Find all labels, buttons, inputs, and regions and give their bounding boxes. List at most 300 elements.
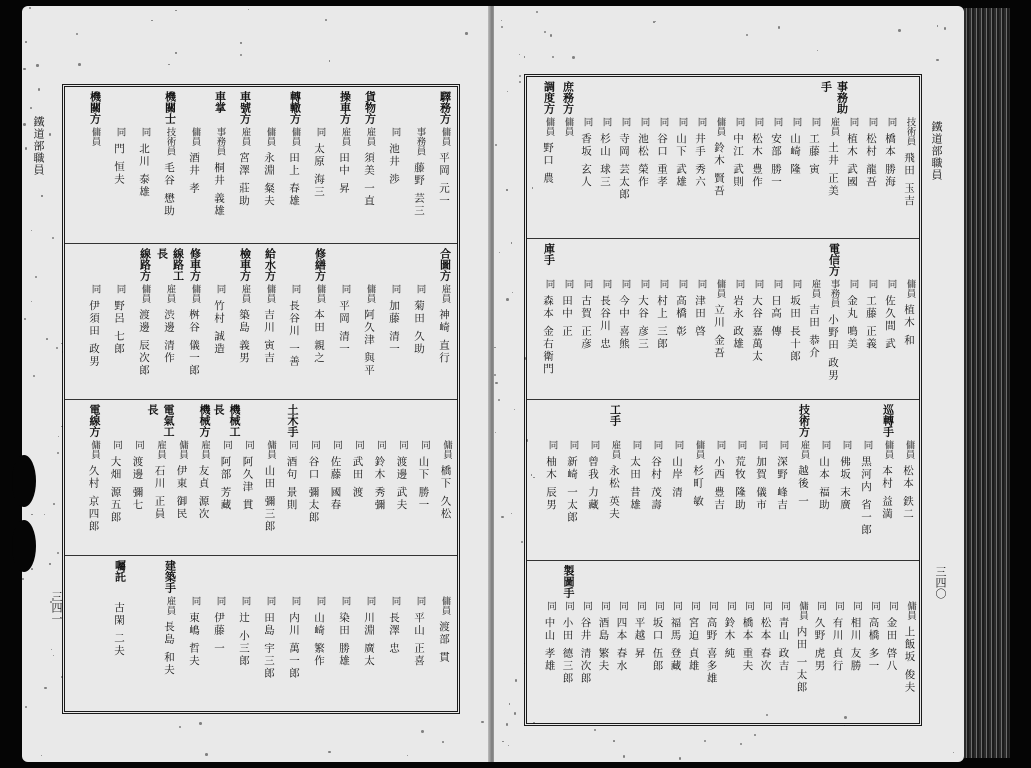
- person-name: 酒井 孝: [188, 152, 200, 195]
- rank-label: 同: [815, 601, 826, 611]
- scan-speck: [519, 54, 520, 55]
- scan-speck: [31, 514, 32, 515]
- section-label: 驛務方: [438, 91, 452, 124]
- rank-label: 同: [752, 279, 764, 289]
- roster-entry: [182, 556, 207, 712]
- rank-label: 同: [289, 596, 301, 606]
- person-name: 山崎 繁作: [313, 611, 325, 667]
- person-name: 橋本 重夫: [741, 616, 754, 672]
- scan-speck: [31, 568, 33, 570]
- rank-label: 同: [389, 127, 401, 137]
- section-label: 機關方: [88, 91, 102, 124]
- person-name: 山崎 隆: [789, 132, 801, 176]
- roster-entry: [843, 77, 862, 238]
- person-name: 渡部 貫: [438, 621, 450, 664]
- person-name: 伊藤 一: [213, 611, 225, 655]
- rank-label: 同: [600, 279, 612, 289]
- rank-label: 同: [546, 440, 558, 450]
- roster-entry: [604, 400, 625, 561]
- scan-speck: [511, 513, 512, 514]
- roster-entry: [775, 561, 793, 722]
- rank-label: 雇員: [798, 440, 810, 459]
- rank-label: 傭員: [714, 279, 726, 298]
- rank-label: 同: [189, 596, 201, 606]
- rank-label: 傭員: [289, 127, 301, 146]
- rank-label: 同: [617, 601, 628, 611]
- rank-label: 同: [638, 117, 650, 127]
- rank-label: 同: [861, 440, 873, 450]
- roster-entry: [881, 77, 900, 238]
- person-name: 日高 傳: [770, 294, 782, 338]
- person-name: 越後 一: [797, 465, 809, 508]
- person-name: 小田 德三郎: [561, 616, 574, 685]
- rank-label: 同: [869, 601, 880, 611]
- section-label: 庫手: [542, 243, 556, 265]
- rank-label: 同: [657, 279, 669, 289]
- rank-label: 同: [635, 601, 646, 611]
- rank-label: 雇員: [155, 440, 166, 459]
- person-name: 平山 正喜: [413, 611, 425, 667]
- scan-speck: [25, 41, 27, 43]
- person-name: 内田 一太郎: [795, 626, 808, 694]
- scan-speck: [421, 730, 424, 733]
- scan-speck: [494, 374, 496, 376]
- rank-label: 同: [777, 440, 789, 450]
- rank-label: 傭員: [543, 117, 555, 136]
- roster-entry: [157, 87, 182, 243]
- person-name: 山岸 清: [671, 455, 683, 499]
- person-name: 田上 春雄: [288, 152, 300, 208]
- scan-speck: [679, 757, 681, 759]
- person-name: 宮澤 莊助: [238, 152, 250, 208]
- section-label: 電信方: [827, 243, 841, 276]
- person-name: 久村 京四郎: [87, 465, 100, 533]
- scan-speck: [240, 54, 243, 57]
- person-name: 松本 鉄二: [902, 465, 914, 521]
- section-label: 轉轍方: [288, 91, 302, 124]
- scan-speck: [50, 601, 52, 603]
- person-name: 香坂 玄人: [580, 132, 592, 188]
- person-name: 久野 虎男: [813, 616, 826, 672]
- scan-speck: [199, 722, 202, 725]
- scan-speck: [515, 679, 518, 682]
- roster-entry: [332, 556, 357, 712]
- rank-label: 雇員: [164, 596, 176, 615]
- roster-band: [65, 399, 457, 556]
- rank-label: 同: [887, 601, 898, 611]
- roster-entry: [282, 556, 307, 712]
- person-name: 酒島 繁夫: [597, 616, 610, 672]
- rank-label: 同: [630, 440, 642, 450]
- scan-speck: [655, 21, 656, 22]
- roster-entry: [653, 239, 672, 400]
- roster-entry: [391, 400, 413, 556]
- roster-entry: [739, 561, 757, 722]
- scan-speck: [23, 123, 26, 126]
- scan-speck: [31, 301, 32, 302]
- roster-band: [527, 77, 919, 238]
- roster-entry: [835, 400, 856, 561]
- rank-label: 傭員: [89, 127, 101, 146]
- person-name: 築島 義男: [238, 309, 250, 365]
- rank-label: 同: [314, 596, 326, 606]
- person-name: 高橋 多一: [867, 616, 880, 672]
- roster-entry: [132, 556, 157, 712]
- person-name: 中山 孝雄: [543, 616, 556, 672]
- roster-entry: [357, 87, 382, 243]
- rank-label: 同: [375, 440, 386, 450]
- person-name: 石川 正員: [153, 465, 166, 521]
- person-name: 田中 正: [561, 294, 573, 338]
- scan-speck: [179, 726, 181, 728]
- scan-speck: [514, 409, 515, 410]
- scan-speck: [536, 11, 538, 13]
- roster-entry: [596, 239, 615, 400]
- rank-label: 雇員: [239, 284, 251, 303]
- person-name: 松本 春次: [759, 616, 772, 672]
- person-name: 鈴木 賢吾: [713, 142, 725, 198]
- person-name: 古閑 二夫: [113, 602, 125, 658]
- person-name: 杉町 敏: [692, 465, 704, 508]
- roster-entry: [793, 561, 811, 722]
- scan-speck: [524, 357, 526, 359]
- section-label: 工手: [608, 404, 622, 426]
- roster-entry: [721, 561, 739, 722]
- person-name: 高橋 彰: [675, 294, 687, 338]
- rank-label: 同: [139, 127, 151, 137]
- rank-label: 同: [689, 601, 700, 611]
- roster-band: [65, 243, 457, 400]
- roster-entry: [862, 239, 881, 400]
- roster-band: [527, 238, 919, 400]
- rank-label: 同: [743, 601, 754, 611]
- person-name: 須美 一直: [363, 152, 375, 208]
- scan-speck: [61, 676, 63, 678]
- roster-entry: [307, 87, 332, 243]
- section-label: 車掌: [213, 91, 227, 113]
- person-name: 辻 小三郎: [238, 611, 250, 667]
- rank-label: 同: [289, 284, 301, 294]
- section-label: 修繕方: [313, 248, 327, 281]
- roster-entry: [539, 77, 558, 238]
- rank-label: 同: [733, 117, 745, 127]
- person-name: 橋下 久松: [439, 465, 452, 521]
- person-name: 今中 喜熊: [618, 294, 630, 350]
- roster-entry: [432, 87, 457, 243]
- rank-label: 傭員: [797, 601, 808, 620]
- person-name: 野呂 七郎: [113, 299, 125, 355]
- roster-entry: [155, 244, 185, 400]
- rank-label: 同: [790, 279, 802, 289]
- roster-entry: [382, 87, 407, 243]
- roster-entry: [843, 239, 862, 400]
- rank-label: 同: [809, 117, 821, 127]
- roster-entry: [558, 77, 577, 238]
- section-label: 巡轉手: [881, 404, 895, 437]
- roster-entry: [667, 561, 685, 722]
- rank-label: 同: [339, 596, 351, 606]
- rank-label: 傭員: [882, 440, 894, 459]
- scan-speck: [29, 7, 32, 10]
- scan-speck: [524, 56, 525, 57]
- person-name: 川淵 廣太: [363, 611, 375, 667]
- rank-label: 同: [264, 596, 276, 606]
- person-name: 桐井 義雄: [213, 161, 225, 217]
- rank-label: 傭員: [139, 284, 151, 303]
- roster-entry: [729, 77, 748, 238]
- folio-left: 三四一: [50, 591, 63, 624]
- scan-speck: [572, 56, 575, 59]
- person-name: 田島 宇三郎: [263, 611, 275, 680]
- roster-entry: [691, 239, 710, 400]
- scan-speck: [25, 147, 28, 150]
- roster-entry: [369, 400, 391, 556]
- person-name: 長谷川 一善: [288, 299, 300, 368]
- section-label: 檢車方: [238, 248, 252, 281]
- scan-speck: [937, 25, 939, 27]
- person-name: 立川 金吾: [713, 304, 725, 360]
- roster-entry: [748, 239, 767, 400]
- rank-label: 事務員: [214, 127, 226, 156]
- roster-entry: [900, 77, 919, 238]
- section-label: 調度方: [542, 81, 556, 114]
- rank-label: 雇員: [164, 284, 176, 303]
- roster-entry: [772, 400, 793, 561]
- rank-label: 同: [735, 440, 747, 450]
- rank-label: 同: [651, 440, 663, 450]
- roster-entry: [303, 400, 325, 556]
- roster-entry: [596, 77, 615, 238]
- running-head-left: 鐵道部職員: [32, 116, 45, 176]
- scan-speck: [175, 10, 177, 12]
- roster-entry: [757, 561, 775, 722]
- scan-speck: [175, 52, 176, 53]
- roster-entry: [672, 239, 691, 400]
- roster-entry: [634, 239, 653, 400]
- scan-speck: [953, 752, 955, 754]
- person-name: 鈴木 秀彌: [373, 455, 386, 511]
- rank-label: 同: [389, 284, 401, 294]
- roster-entry: [900, 239, 919, 400]
- roster-entry: [615, 77, 634, 238]
- roster-entry: [382, 556, 407, 712]
- person-name: 渡邊 武夫: [395, 455, 408, 511]
- rank-label: 傭員: [714, 117, 726, 136]
- scan-speck: [502, 741, 504, 743]
- section-label: 電線方: [88, 404, 101, 437]
- rank-label: 同: [840, 440, 852, 450]
- scan-speck: [56, 347, 58, 349]
- person-name: 小野田 政男: [827, 313, 839, 382]
- scan-speck: [506, 298, 509, 301]
- rank-label: 傭員: [264, 127, 276, 146]
- person-name: 金丸 鳴美: [846, 294, 858, 350]
- scan-speck: [550, 34, 552, 36]
- roster-entry: [307, 244, 332, 400]
- rank-label: 同: [756, 440, 768, 450]
- rank-label: 同: [114, 284, 126, 294]
- roster-entry: [865, 561, 883, 722]
- rank-label: 傭員: [904, 279, 916, 298]
- scan-speck: [754, 734, 756, 736]
- rank-label: 同: [866, 279, 878, 289]
- person-name: 植木 武國: [846, 132, 858, 188]
- person-name: 岩永 政雄: [732, 294, 744, 350]
- person-name: 加藤 清一: [388, 299, 400, 355]
- scan-speck: [501, 26, 503, 28]
- rank-label: 同: [653, 601, 664, 611]
- roster-entry: [856, 400, 877, 561]
- roster-entry: [307, 556, 332, 712]
- roster-entry: [105, 400, 127, 556]
- rank-label: 雇員: [828, 117, 840, 136]
- person-name: 永淵 粲夫: [263, 152, 275, 208]
- scan-speck: [778, 26, 780, 28]
- roster-entry: [577, 77, 596, 238]
- roster-entry: [182, 244, 207, 400]
- roster-entry: [282, 244, 307, 400]
- right-roster-table: [524, 74, 922, 726]
- person-name: 新崎 一太郎: [566, 455, 578, 524]
- roster-entry: [703, 561, 721, 722]
- roster-entry: [207, 556, 232, 712]
- roster-entry: [207, 244, 232, 400]
- scan-speck: [22, 578, 24, 580]
- scan-speck: [38, 145, 40, 147]
- roster-entry: [577, 561, 595, 722]
- person-name: 加賀 儀市: [755, 455, 767, 511]
- scan-speck: [46, 338, 48, 340]
- rank-label: 雇員: [609, 440, 621, 459]
- person-name: 田中 昇: [338, 152, 350, 195]
- binding-hole: [12, 455, 36, 507]
- roster-entry: [847, 561, 865, 722]
- left-page: [22, 6, 490, 762]
- person-name: 毛谷 懋助: [163, 161, 175, 217]
- rank-label: 同: [819, 440, 831, 450]
- scan-speck: [514, 712, 516, 714]
- rank-label: 傭員: [89, 440, 100, 459]
- rank-label: 傭員: [693, 440, 705, 459]
- scan-speck: [519, 75, 521, 77]
- rank-label: 同: [111, 440, 122, 450]
- scan-speck: [325, 19, 327, 21]
- scan-speck: [25, 706, 27, 708]
- roster-entry: [347, 400, 369, 556]
- rank-label: 傭員: [905, 601, 916, 620]
- rank-label: 同: [599, 601, 610, 611]
- scan-speck: [30, 107, 32, 109]
- roster-entry: [829, 561, 847, 722]
- rank-label: 同: [779, 601, 790, 611]
- roster-entry: [539, 239, 558, 400]
- person-name: 池松 榮作: [637, 132, 649, 188]
- left-roster-table: [62, 84, 460, 714]
- scan-speck: [41, 195, 42, 196]
- roster-band: [65, 555, 457, 712]
- person-name: 長谷川 忠: [599, 294, 611, 350]
- roster-entry: [730, 400, 751, 561]
- rank-label: 同: [725, 601, 736, 611]
- roster-entry: [710, 77, 729, 238]
- roster-entry: [805, 239, 824, 400]
- scan-speck: [35, 276, 37, 278]
- rank-label: 同: [733, 279, 745, 289]
- person-name: 阿久津 與平: [363, 309, 375, 377]
- roster-entry: [786, 77, 805, 238]
- roster-entry: [814, 400, 835, 561]
- section-label: 線路方: [138, 248, 152, 281]
- scan-speck: [507, 91, 508, 92]
- section-label: 機關士: [163, 91, 177, 124]
- person-name: 武田 渡: [351, 455, 364, 499]
- rank-label: 同: [331, 440, 342, 450]
- person-name: 大谷 彦三: [637, 294, 649, 350]
- scan-speck: [613, 740, 615, 742]
- scan-speck: [506, 723, 508, 725]
- rank-label: 同: [214, 596, 226, 606]
- rank-label: 同: [752, 117, 764, 127]
- person-name: 坂田 長十郎: [789, 294, 801, 363]
- roster-entry: [613, 561, 631, 722]
- person-name: 神崎 直行: [438, 309, 450, 365]
- section-label: 給水方: [263, 248, 277, 281]
- person-name: 本村 益満: [881, 465, 893, 521]
- roster-entry: [577, 239, 596, 400]
- rank-label: 同: [866, 117, 878, 127]
- rank-label: 同: [885, 117, 897, 127]
- roster-entry: [232, 244, 257, 400]
- roster-entry: [595, 561, 613, 722]
- scan-speck: [248, 9, 249, 10]
- rank-label: 同: [114, 127, 126, 137]
- person-name: 桝谷 儀一郎: [188, 309, 200, 377]
- rank-label: 雇員: [439, 284, 451, 303]
- roster-entry: [819, 77, 849, 238]
- roster-entry: [432, 556, 457, 712]
- person-name: 宮迫 貞雄: [687, 616, 700, 672]
- person-name: 平越 昇: [633, 616, 646, 660]
- section-label: 事務助手: [819, 81, 849, 114]
- rank-label: 同: [414, 596, 426, 606]
- person-name: 東嶋 哲夫: [188, 611, 200, 667]
- rank-label: 傭員: [441, 440, 452, 459]
- roster-entry: [171, 400, 193, 556]
- scan-speck: [944, 27, 946, 29]
- person-name: 谷口 彌太郎: [307, 455, 320, 524]
- roster-entry: [82, 87, 107, 243]
- roster-entry: [107, 244, 132, 400]
- person-name: 村上 三郎: [656, 294, 668, 350]
- rank-label: 同: [619, 117, 631, 127]
- section-label: 建築手: [163, 560, 177, 593]
- rank-label: 雇員: [199, 440, 210, 459]
- scan-speck: [506, 189, 507, 190]
- scan-speck: [52, 237, 54, 239]
- person-name: 佛坂 末廣: [839, 455, 851, 511]
- roster-entry: [146, 400, 175, 556]
- rank-label: 同: [581, 601, 592, 611]
- roster-entry: [751, 400, 772, 561]
- roster-band: [527, 560, 919, 722]
- scan-speck: [508, 745, 509, 746]
- roster-entry: [82, 244, 107, 400]
- roster-entry: [132, 87, 157, 243]
- rank-label: 同: [833, 601, 844, 611]
- roster-entry: [631, 561, 649, 722]
- scan-speck: [511, 242, 513, 244]
- roster-entry: [332, 87, 357, 243]
